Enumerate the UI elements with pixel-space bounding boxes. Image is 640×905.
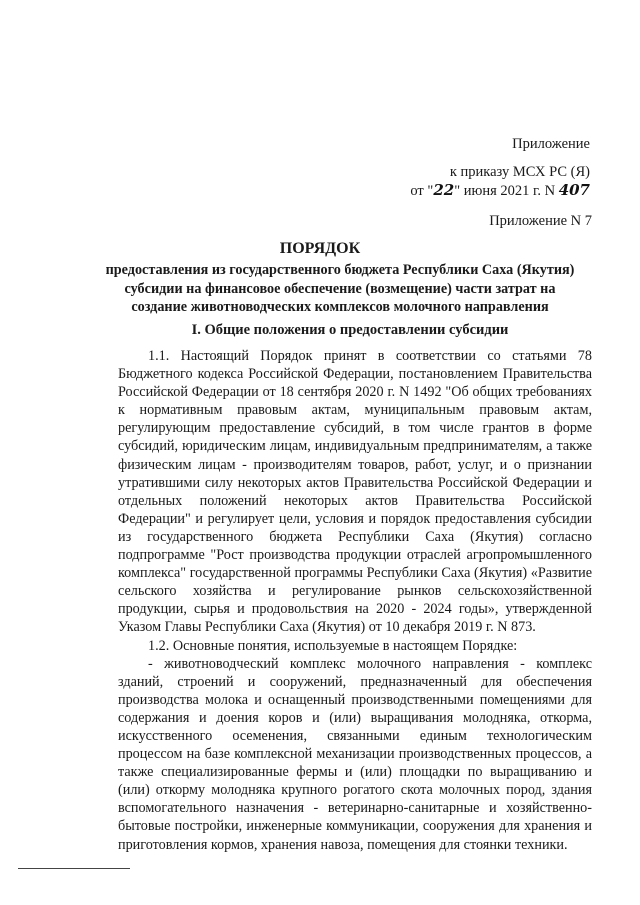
handwritten-day: 22 bbox=[433, 181, 455, 199]
paragraph-1-1: 1.1. Настоящий Порядок принят в соответствии со статьями 78 Бюджетного кодекса Российской Федерации, постановлением Правительства Российской Федерации от 18 сентября 2020 г. N 1492 "Об общих требованиях к нормативным правовым актам, муниципальным правовым актам, регулирующим предоставление субсидий, в том числе грантов в форме субсидий, юридическим лицам, индивидуальным предпринимателям, а также физическим лицам - производителям товаров, работ, услуг, и о признании утратившими силу некоторых актов Правительства Российской Федерации и отдельных положений некоторых актов Правительства Российской Федерации" и регулирует цели, условия и порядок предоставления субсидии из государственного бюджета Республики Саха (Якутия) согласно подпрограмме "Рост производства продукции отраслей агропромышленного комплекса" государственной программы Республики Саха (Якутия) «Развитие сельского хозяйства и регулирование рынков сельскохозяйственной продукции, сырья и продовольствия на 2020 - 2024 годы», утвержденной Указом Главы Республики Саха (Якутия) от 10 декабря 2019 г. N 873. bbox=[118, 348, 592, 636]
order-date-line bbox=[410, 181, 590, 200]
section-heading: I. Общие положения о предоставлении субсидии bbox=[191, 322, 509, 338]
document-title: ПОРЯДОК bbox=[279, 240, 361, 257]
date-middle: " июня 2021 г. N bbox=[454, 183, 559, 199]
paragraph-definition: - животноводческий комплекс молочного направления - комплекс зданий, строений и сооружений, предназначенный для обеспечения производства молока и оснащенный производственными помещениями для содержания и доения коров и (или) выращивания молодняка, откорма, искусственного осеменения, связанными единым технологическим процессом на базе комплексной механизации производственных процессов, а также специализированные фермы и (или) площадки по выращиванию и (или) откорму молодняка крупного рогатого скота молочных пород, здания вспомогательного назначения - ветеринарно-санитарные и хозяйственно-бытовые постройки, инженерные коммуникации, сооружения для хранения и приготовления кормов, хранения навоза, помещения для стоянки техники. bbox=[118, 655, 592, 853]
document-subtitle: предоставления из государственного бюджета Республики Саха (Якутия) субсидии на финансовое обеспечение (возмещение) части затрат на создание животноводческих комплексов молочного направления bbox=[105, 262, 575, 315]
paragraph-1-2: 1.2. Основные понятия, используемые в настоящем Порядке: bbox=[148, 637, 518, 654]
appendix-label: Приложение bbox=[512, 136, 590, 152]
footnote-separator bbox=[18, 868, 130, 869]
section-body bbox=[118, 347, 592, 854]
handwritten-order-number: 407 bbox=[558, 181, 590, 199]
appendix-7-label: Приложение N 7 bbox=[489, 213, 592, 229]
date-prefix: от " bbox=[410, 183, 434, 199]
order-reference: к приказу МСХ РС (Я) bbox=[449, 164, 590, 180]
